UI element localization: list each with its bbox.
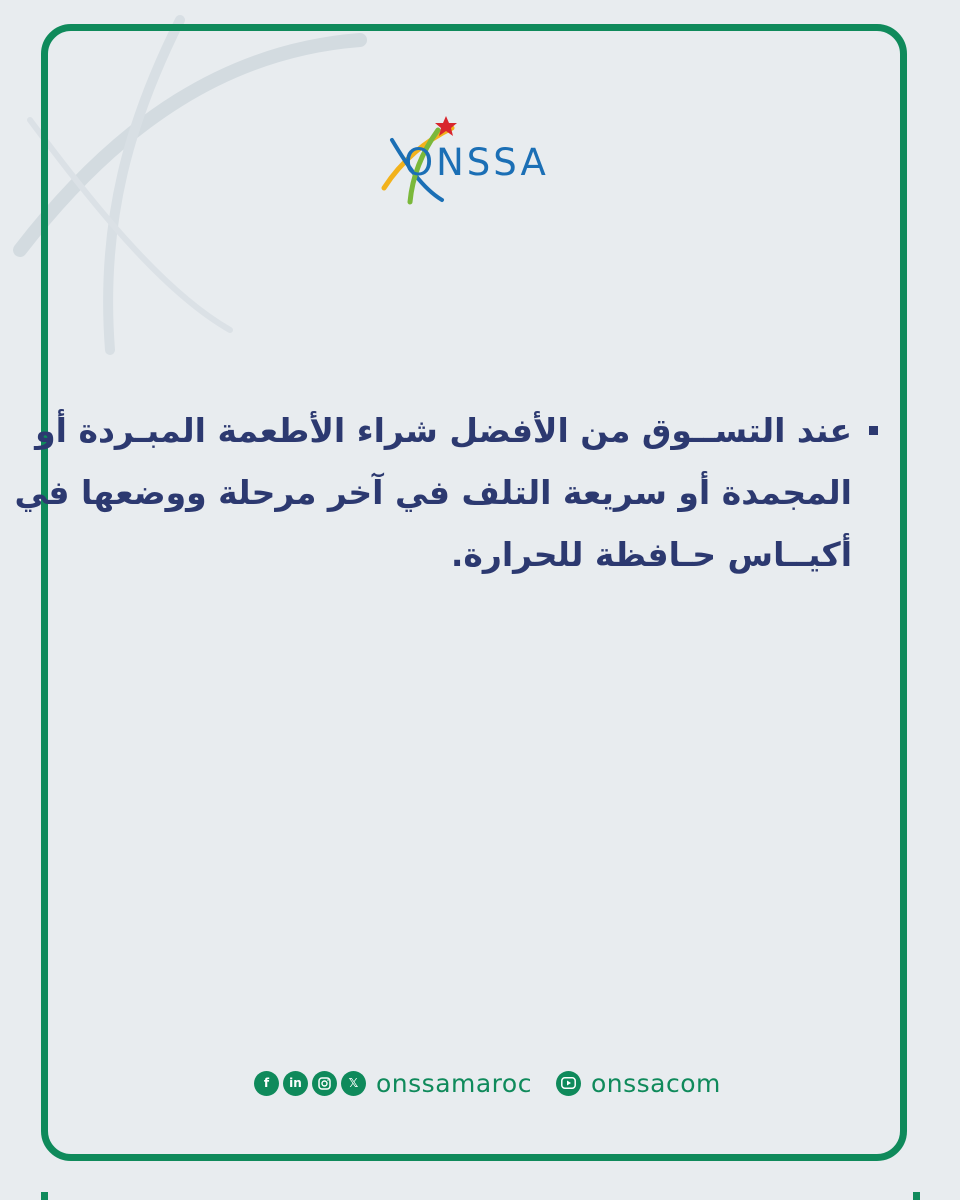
instagram-icon[interactable] (312, 1071, 337, 1096)
bullet-square-icon (869, 426, 878, 435)
bullet-text-line-1: عند التســوق من الأفضل شراء الأطعمة المبـردة أو (35, 411, 852, 450)
youtube-icon[interactable] (556, 1071, 581, 1096)
social-handle[interactable]: onssamaroc (376, 1068, 532, 1098)
bullet-text-line-3: أكيــاس حـافظة للحرارة. (450, 535, 852, 574)
youtube-handle[interactable]: onssacom (590, 1068, 721, 1098)
bullet-text-line-2: المجمدة أو سريعة التلف في آخر مرحلة ووضعها في (14, 473, 852, 512)
bullet-paragraph (14, 400, 874, 586)
x-icon[interactable]: 𝕏 (341, 1071, 366, 1096)
facebook-icon[interactable]: f (254, 1071, 279, 1096)
next-frame-edge-right (913, 1192, 920, 1200)
linkedin-icon[interactable]: in (283, 1071, 308, 1096)
social-footer (254, 1066, 721, 1100)
logo-wordmark: ONSSA (404, 141, 549, 184)
next-frame-edge-left (41, 1192, 48, 1200)
